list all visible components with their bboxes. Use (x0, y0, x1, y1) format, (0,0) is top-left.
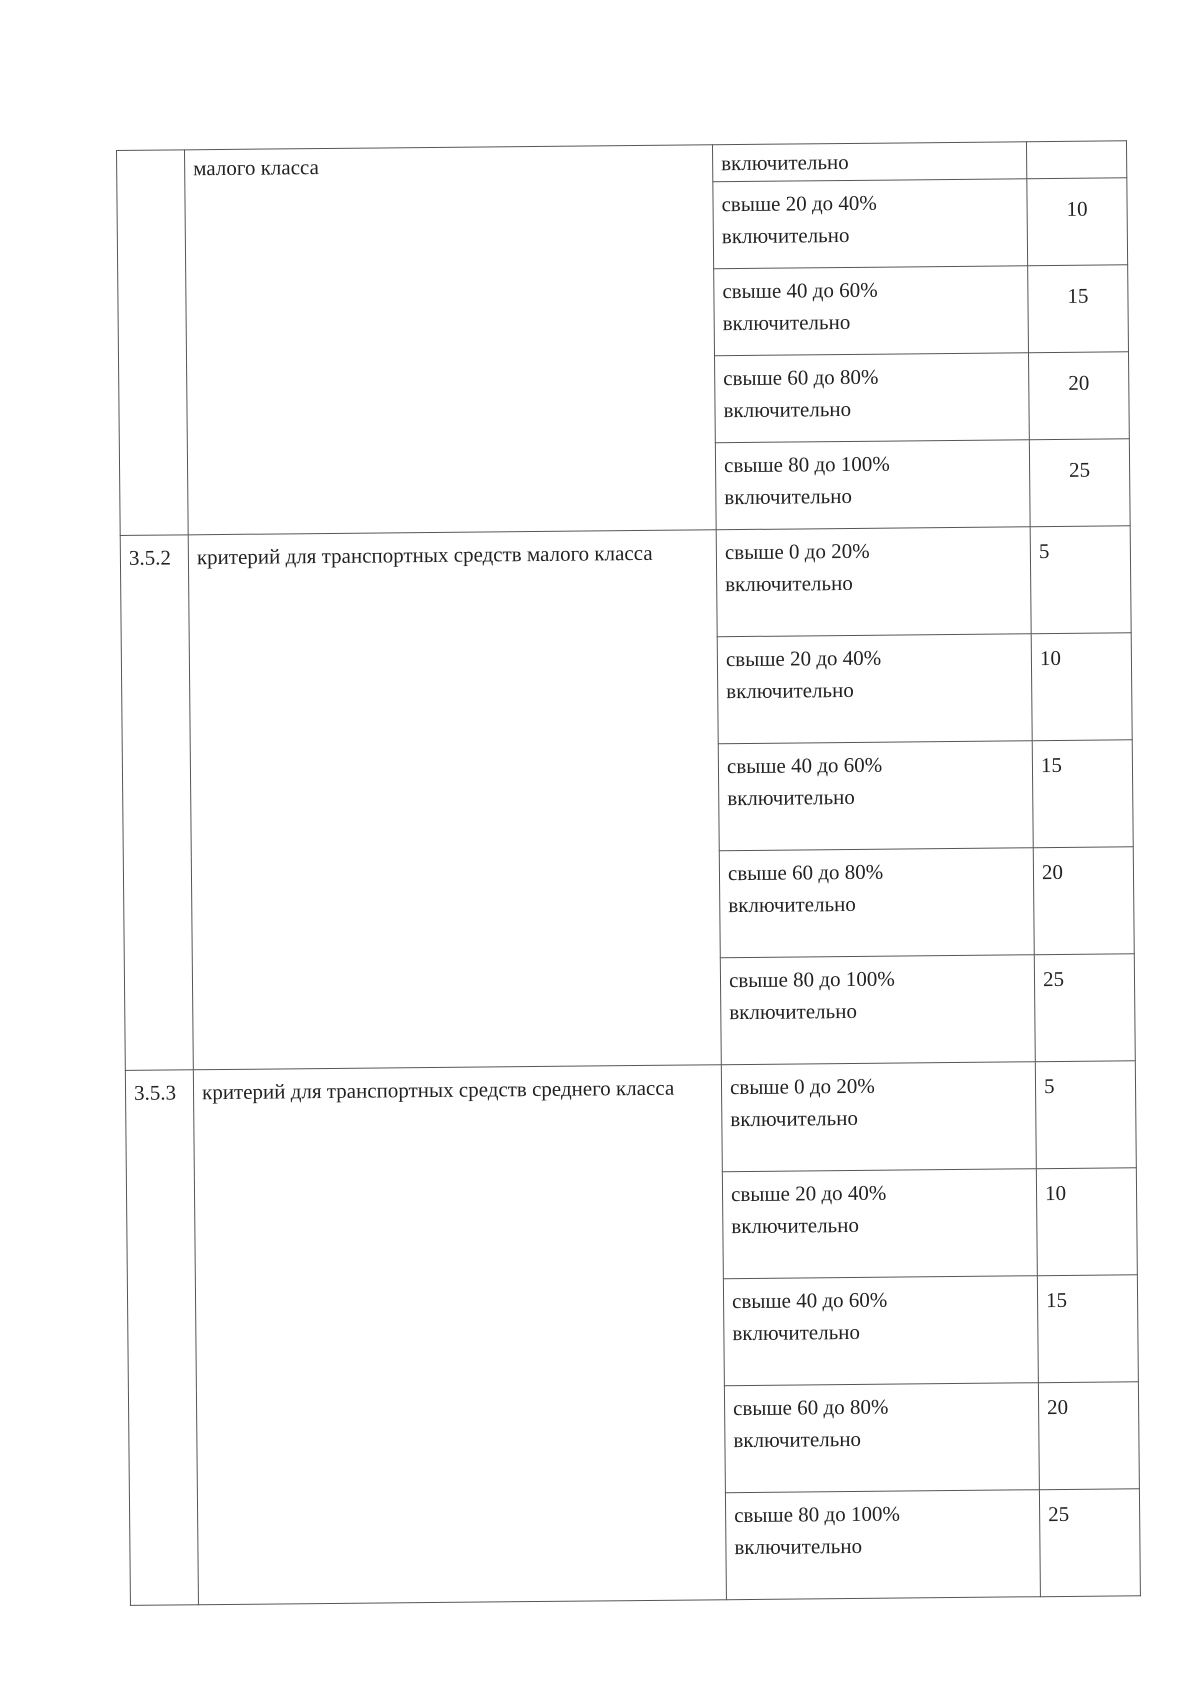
range-text: включительно (729, 998, 858, 1025)
range-cell (719, 848, 1034, 958)
range-cell: включительно (712, 142, 1026, 182)
range-cell (721, 1062, 1036, 1172)
range-cell (723, 1276, 1038, 1386)
range-text: свыше 40 до 60% (726, 752, 883, 779)
range-text: включительно (727, 784, 855, 811)
score-cell (1026, 141, 1126, 179)
range-cell (725, 1490, 1040, 1600)
range-text: включительно (725, 570, 853, 597)
table-row (125, 1061, 1136, 1178)
section-number-cell (117, 150, 189, 536)
range-text: включительно (726, 677, 854, 704)
range-text: свыше 40 до 60% (731, 1287, 888, 1314)
score-cell: 20 (1033, 847, 1134, 955)
range-text: включительно (730, 1105, 859, 1132)
range-cell (714, 266, 1029, 356)
range-text: свыше 20 до 40% (725, 645, 882, 672)
range-cell (713, 179, 1028, 269)
table-row (120, 526, 1131, 643)
section-number: 3.5.2 (120, 535, 193, 1071)
range-text: свыше 0 до 20% (729, 1073, 875, 1100)
score-cell: 15 (1037, 1275, 1138, 1383)
range-text: свыше 80 до 100% (734, 1501, 901, 1528)
score-cell: 20 (1038, 1382, 1139, 1490)
section-description: критерий для транспортных средств малого класса (188, 530, 721, 1070)
section-description: малого класса (185, 145, 717, 535)
score-cell: 15 (1032, 740, 1133, 848)
range-cell (720, 955, 1035, 1065)
score-cell: 25 (1029, 439, 1130, 527)
range-cell (715, 440, 1030, 530)
section-number: 3.5.3 (125, 1070, 198, 1606)
range-cell (716, 527, 1031, 637)
score-cell: 10 (1036, 1168, 1137, 1276)
range-text: включительно (722, 309, 851, 336)
score-cell: 5 (1035, 1061, 1136, 1169)
range-text: включительно (732, 1319, 861, 1346)
range-cell (718, 741, 1033, 851)
score-cell: 5 (1030, 526, 1131, 634)
range-text: включительно (731, 1212, 860, 1239)
score-cell: 10 (1031, 633, 1132, 741)
range-text: включительно (733, 1426, 862, 1453)
range-text: свыше 80 до 100% (723, 451, 890, 478)
range-cell (724, 1383, 1039, 1493)
score-cell: 15 (1028, 265, 1129, 353)
range-cell (722, 1169, 1037, 1279)
range-text: свыше 60 до 80% (727, 859, 884, 886)
range-text: свыше 40 до 60% (722, 277, 878, 304)
score-cell: 25 (1034, 954, 1135, 1062)
range-text: свыше 60 до 80% (732, 1394, 889, 1421)
score-cell: 25 (1039, 1489, 1140, 1597)
range-text: свыше 20 до 40% (721, 190, 877, 217)
section-description: критерий для транспортных средств среднего класса (193, 1065, 726, 1605)
range-text: включительно (728, 891, 856, 918)
range-text: включительно (734, 1533, 863, 1560)
range-text: свыше 80 до 100% (728, 966, 895, 993)
range-cell (717, 634, 1032, 744)
score-cell: 20 (1028, 352, 1129, 440)
range-text: свыше 60 до 80% (723, 364, 879, 391)
range-text: свыше 20 до 40% (730, 1180, 887, 1207)
range-text: включительно (724, 483, 853, 510)
range-cell (715, 353, 1030, 443)
range-text: свыше 0 до 20% (724, 538, 870, 565)
range-text: включительно (723, 396, 852, 423)
criteria-table (116, 140, 1141, 1606)
score-cell: 10 (1027, 178, 1128, 266)
range-text: включительно (721, 222, 850, 249)
